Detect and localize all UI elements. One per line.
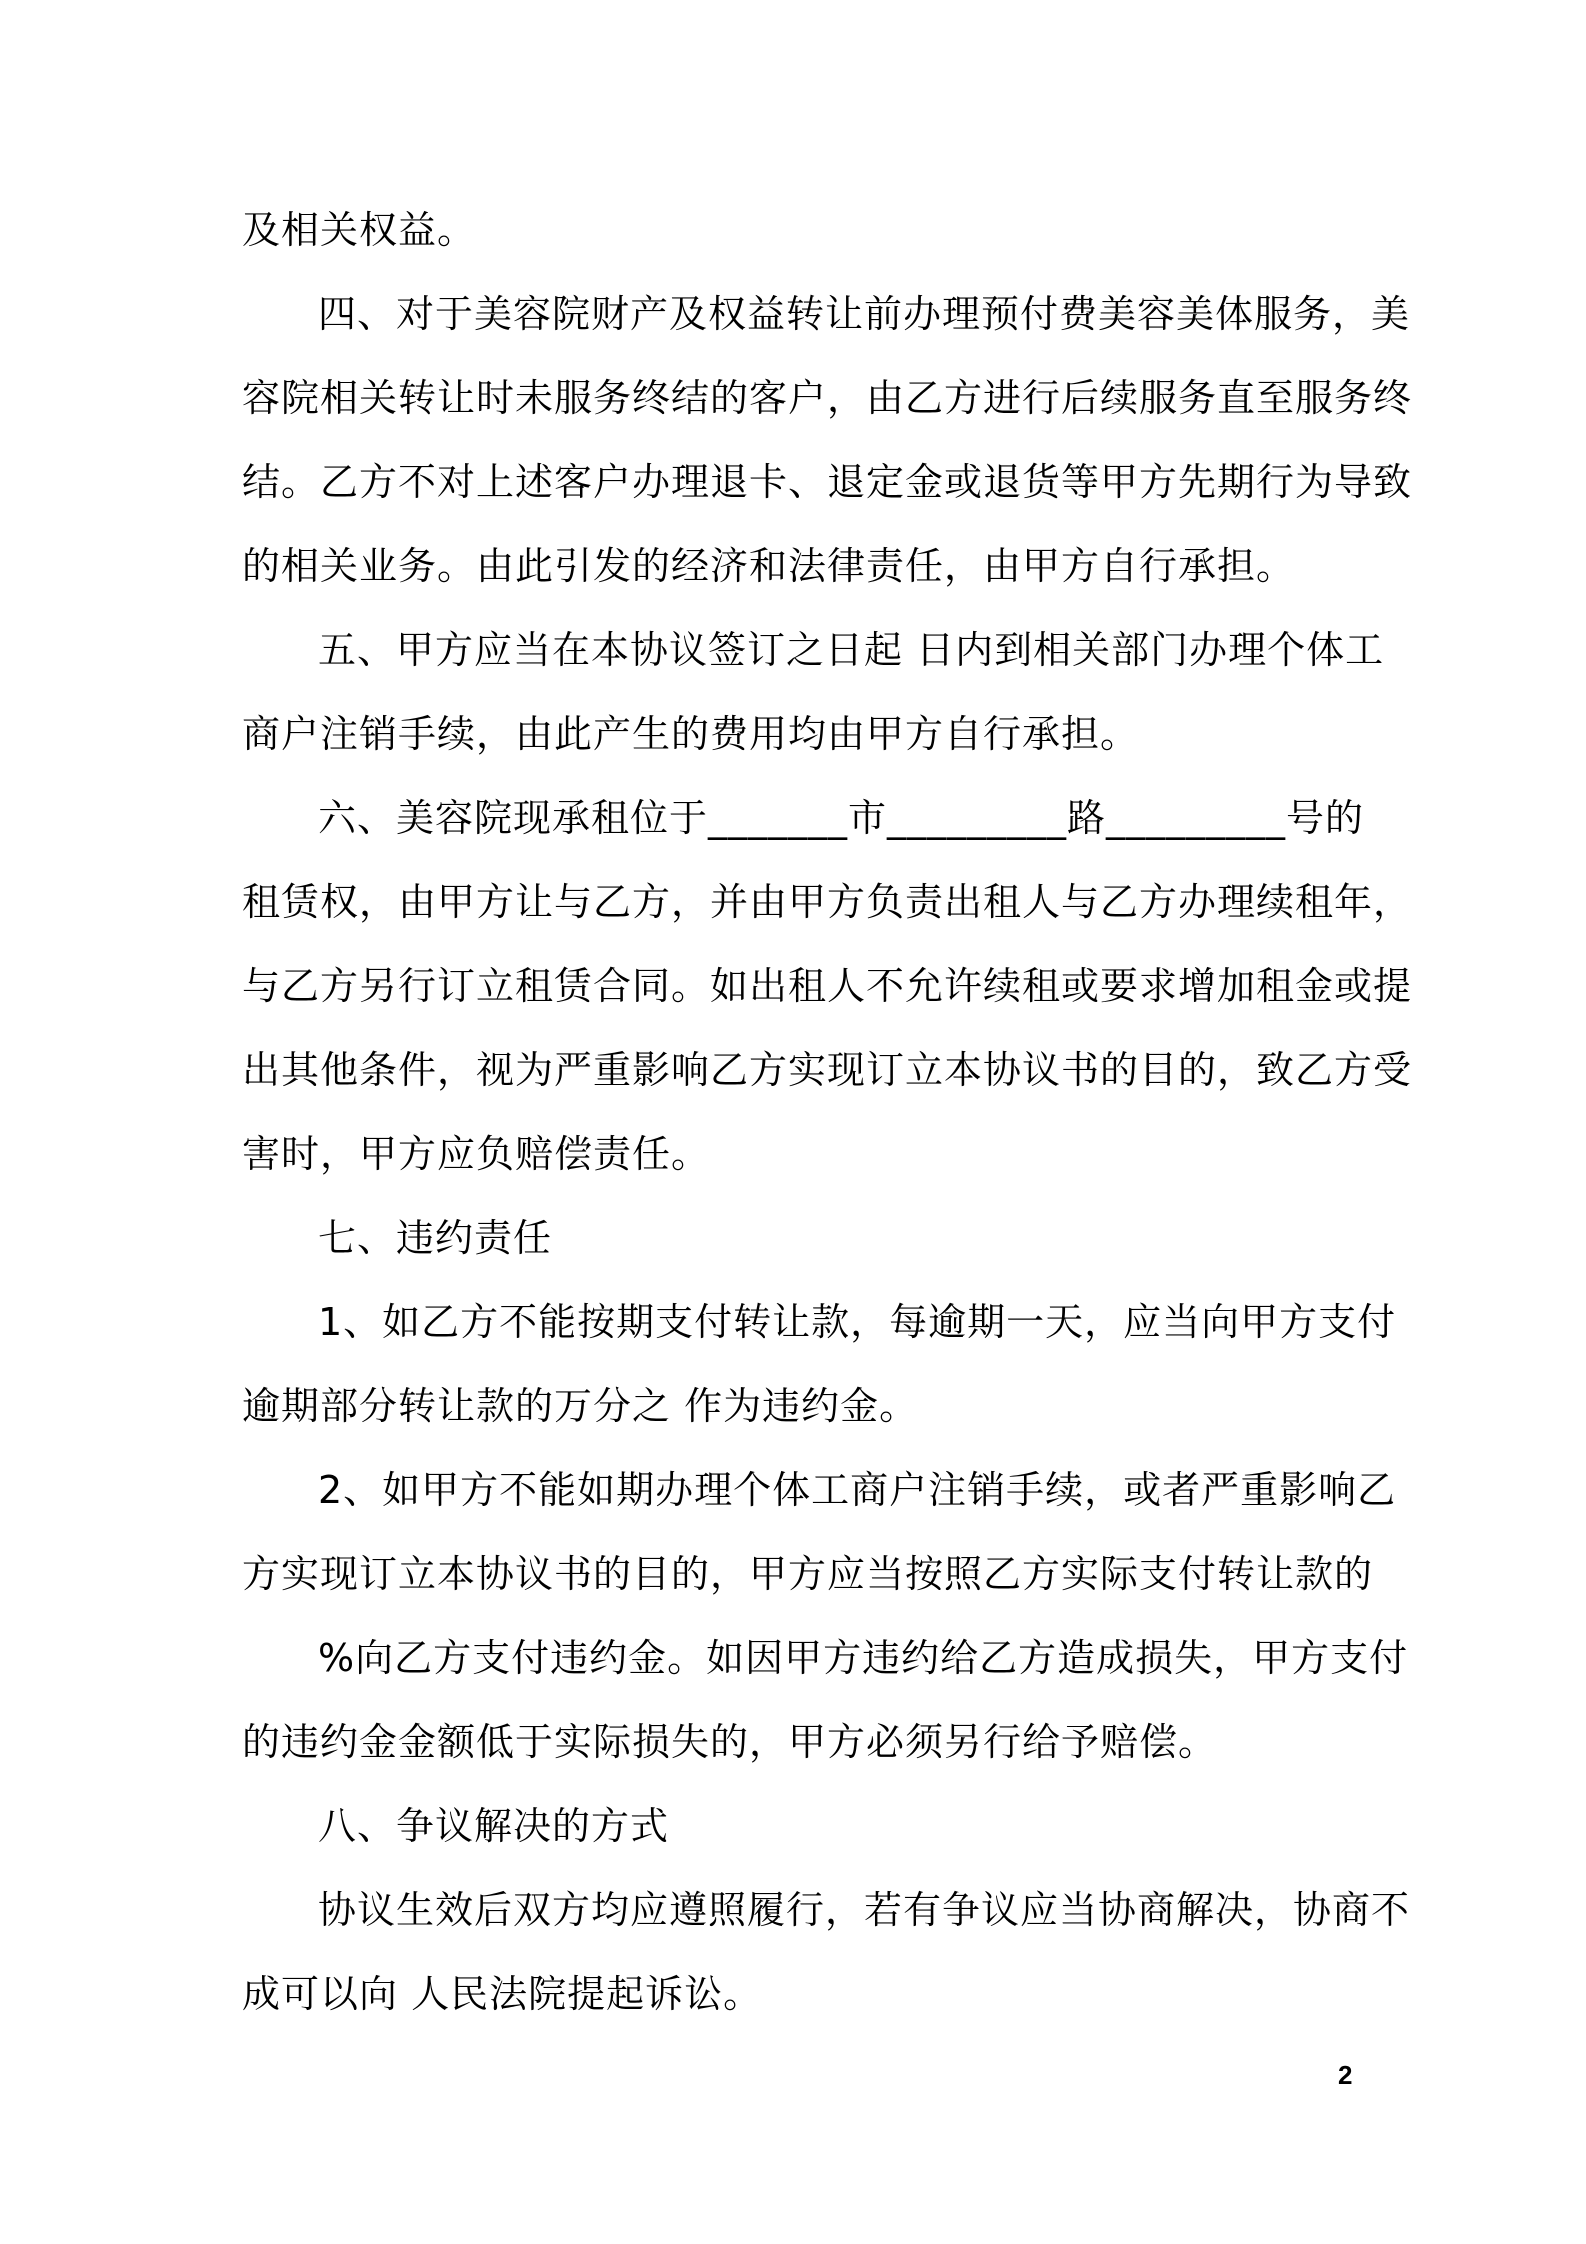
text-line-11: 出其他条件，视为严重影响乙方实现订立本协议书的目的，致乙方受 — [242, 1048, 1413, 1092]
text-line-6: 五、甲方应当在本协议签订之日起 日内到相关部门办理个体工 — [318, 628, 1385, 672]
section-heading-8: 八、争议解决的方式 — [318, 1804, 670, 1848]
text-line-16: 2、如甲方不能如期办理个体工商户注销手续，或者严重影响乙 — [318, 1468, 1397, 1512]
text-line-8: 六、美容院现承租位于_______市_________路_________号的 — [318, 796, 1365, 840]
text-line-14: 1、如乙方不能按期支付转让款，每逾期一天，应当向甲方支付 — [318, 1300, 1397, 1344]
text-line-15: 逾期部分转让款的万分之 作为违约金。 — [242, 1384, 919, 1428]
text-line-10: 与乙方另行订立租赁合同。如出租人不允许续租或要求增加租金或提 — [242, 964, 1413, 1008]
section-heading-7: 七、违约责任 — [318, 1216, 553, 1260]
text-line-2: 四、对于美容院财产及权益转让前办理预付费美容美体服务，美 — [318, 292, 1411, 336]
text-line-1: 及相关权益。 — [242, 208, 477, 252]
text-line-9: 租赁权，由甲方让与乙方，并由甲方负责出租人与乙方办理续租年， — [242, 880, 1413, 924]
page-number: 2 — [1338, 2060, 1353, 2090]
text-line-21: 协议生效后双方均应遵照履行，若有争议应当协商解决，协商不 — [318, 1888, 1411, 1932]
text-line-17: 方实现订立本协议书的目的，甲方应当按照乙方实际支付转让款的 — [242, 1552, 1374, 1596]
text-line-22: 成可以向 人民法院提起诉讼。 — [242, 1972, 763, 2016]
text-line-5: 的相关业务。由此引发的经济和法律责任，由甲方自行承担。 — [242, 544, 1296, 588]
text-line-4: 结。乙方不对上述客户办理退卡、退定金或退货等甲方先期行为导致 — [242, 460, 1413, 504]
text-line-19: 的违约金金额低于实际损失的，甲方必须另行给予赔偿。 — [242, 1720, 1218, 1764]
text-line-3: 容院相关转让时未服务终结的客户，由乙方进行后续服务直至服务终 — [242, 376, 1413, 420]
text-line-18: %向乙方支付违约金。如因甲方违约给乙方造成损失，甲方支付 — [318, 1636, 1409, 1680]
text-line-7: 商户注销手续，由此产生的费用均由甲方自行承担。 — [242, 712, 1140, 756]
text-line-12: 害时，甲方应负赔偿责任。 — [242, 1132, 711, 1176]
